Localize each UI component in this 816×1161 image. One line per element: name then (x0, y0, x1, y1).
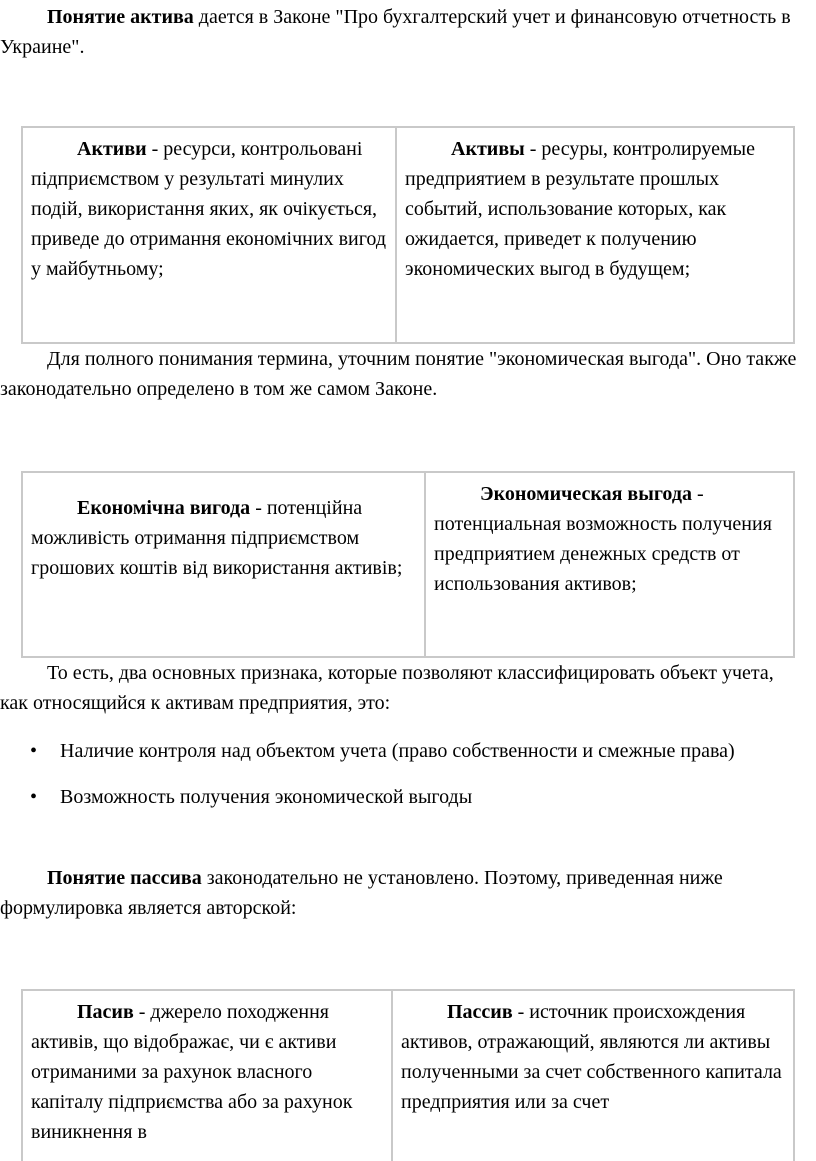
definition-body: - джерело походження активів, що відображає, чи є активи отриманими за рахунок власного капіталу підприємства або за рахунок виникнення в (31, 1001, 353, 1143)
bullet-icon: • (30, 740, 38, 762)
table-cell-russian (426, 473, 793, 656)
list-item (0, 782, 790, 812)
definition-text (31, 493, 416, 583)
definition-text (31, 134, 387, 284)
definition-table-liabilities (21, 989, 795, 1161)
table-cell-russian (397, 128, 793, 342)
term-label: Активы (451, 138, 525, 160)
term-label: Економічна вигода (77, 497, 251, 519)
paragraph-text: дается в Законе "Про бухгалтерский учет и финансовую отчетность в Украине". (0, 6, 791, 58)
definition-body: - потенційна можливість отримання підприємством грошових коштів від використання активів; (31, 497, 403, 579)
definition-body: - ресурси, контрольовані підприємством у результаті минулих подій, використання яких, як очікується, приведе до отримання економічних вигод у майбутньому; (31, 138, 387, 280)
paragraph-liability-intro (0, 863, 800, 923)
table-cell-ukrainian (23, 128, 397, 342)
table-cell-russian (393, 991, 793, 1161)
definition-table-assets (21, 126, 795, 344)
definition-text (405, 134, 785, 284)
term-label: Пассив (447, 1001, 513, 1023)
definition-body: - ресуры, контролируемые предприятием в результате прошлых событий, использование которых, как ожидается, приведет к получению экономических выгод в будущем; (405, 138, 755, 280)
bullet-icon: • (30, 786, 38, 808)
definition-text (434, 479, 785, 599)
paragraph-text: законодательно не установлено. Поэтому, приведенная ниже формулировка является авторской: (0, 867, 723, 919)
term-label: Пасив (77, 1001, 134, 1023)
paragraph-economic-benefit-intro: Для полного понимания термина, уточним понятие "экономическая выгода". Оно также законодательно определено в том же самом Законе. (0, 348, 797, 400)
definition-text (31, 997, 383, 1147)
term-liability: Понятие пассива (47, 867, 202, 889)
definition-body: - потенциальная возможность получения предприятием денежных средств от использования активов; (434, 483, 772, 595)
list-item-text: Возможность получения экономической выгоды (60, 786, 473, 808)
paragraph-criteria-intro: То есть, два основных признака, которые позволяют классифицировать объект учета, как относящийся к активам предприятия, это: (0, 662, 774, 714)
term-asset: Понятие актива (47, 6, 194, 28)
list-item (0, 736, 790, 766)
definition-table-economic-benefit (21, 471, 795, 658)
table-cell-ukrainian (23, 473, 426, 656)
term-label: Экономическая выгода (480, 483, 692, 505)
term-label: Активи (77, 138, 147, 160)
list-item-text: Наличие контроля над объектом учета (право собственности и смежные права) (60, 740, 735, 762)
definition-text (401, 997, 785, 1117)
criteria-list (0, 736, 790, 828)
definition-body: - источник происхождения активов, отражающий, являются ли активы полученными за счет собственного капитала предприятия или за счет (401, 1001, 782, 1113)
table-cell-ukrainian (23, 991, 393, 1161)
paragraph-asset-intro (0, 2, 800, 62)
